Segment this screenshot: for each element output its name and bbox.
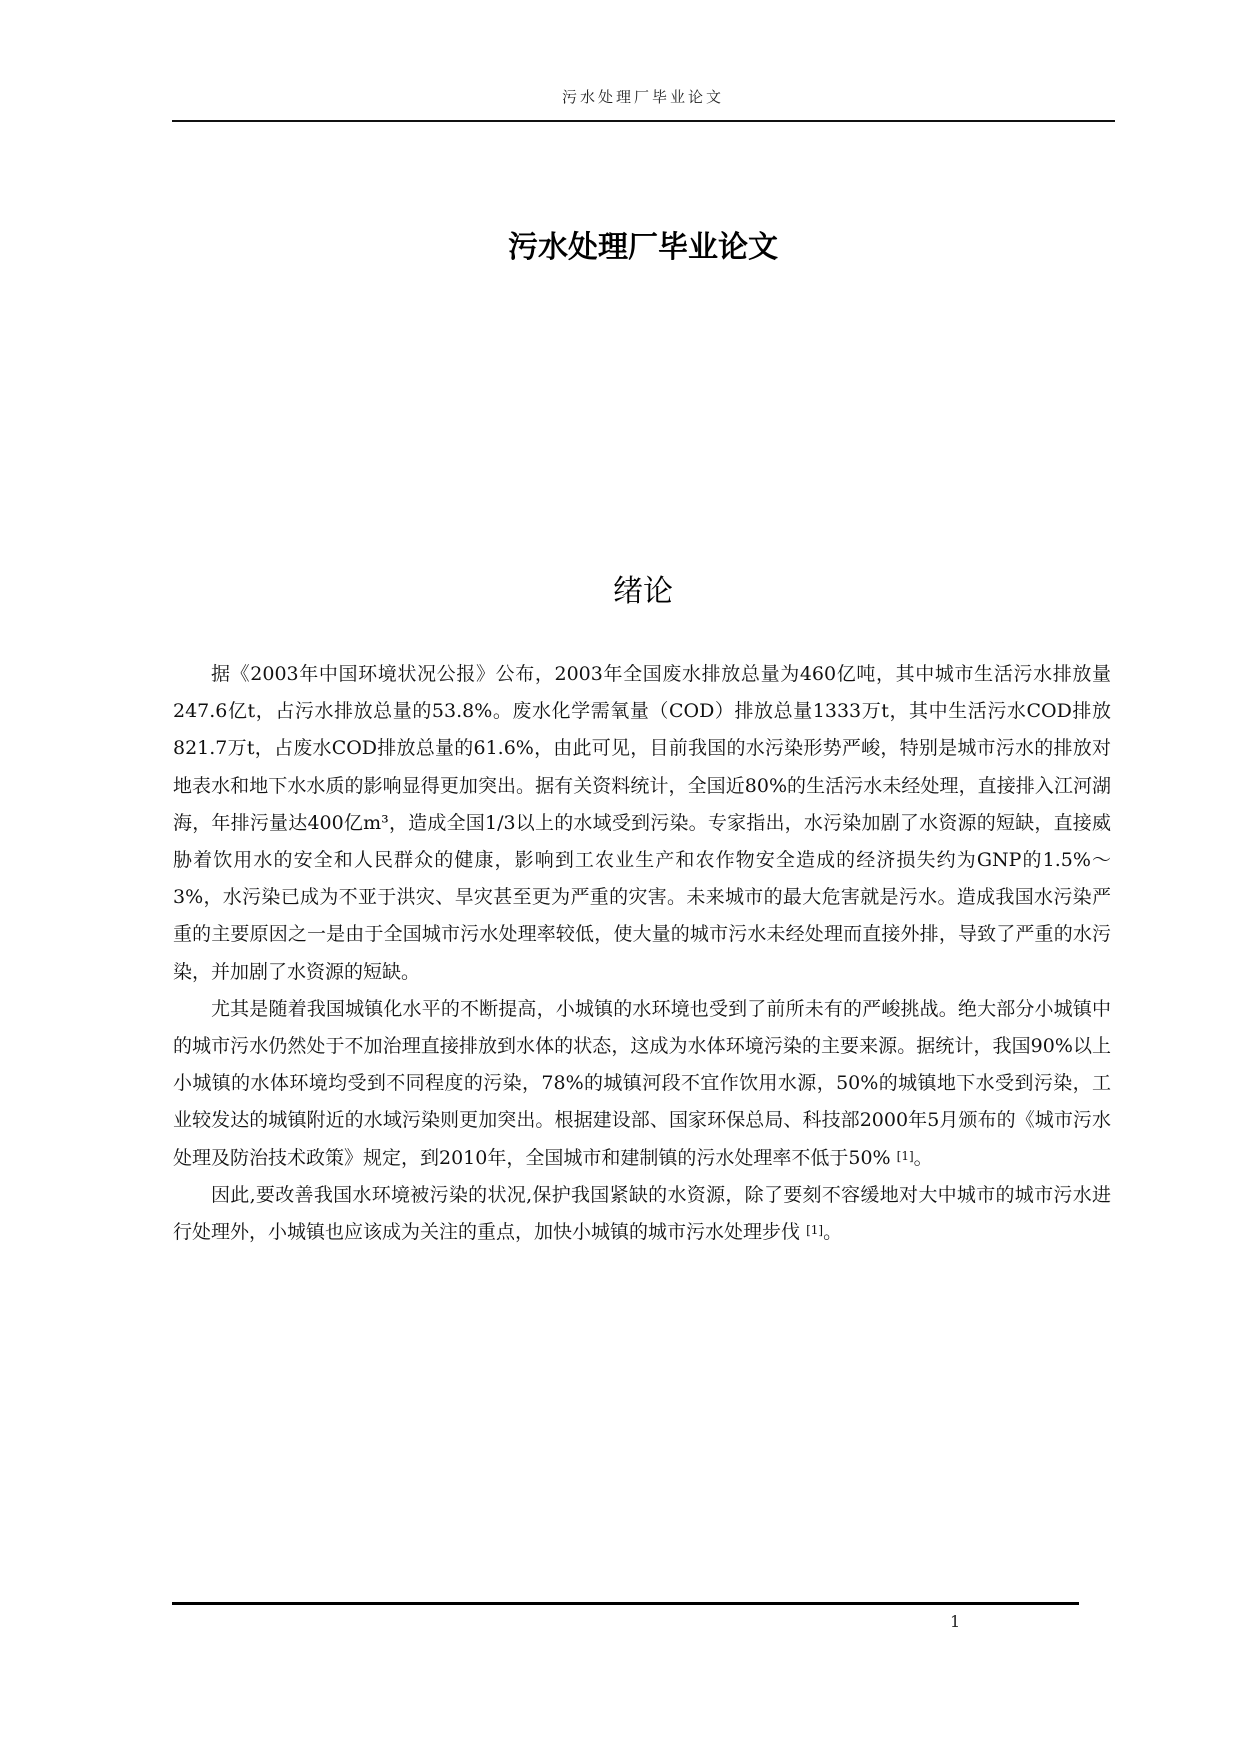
paragraph-3-tail: 。: [823, 1221, 843, 1244]
header-rule: [172, 120, 1115, 122]
citation-ref: [1]: [806, 1223, 824, 1238]
citation-ref: [1]: [896, 1148, 914, 1163]
body-text: [173, 656, 1111, 1251]
footer-rule: [172, 1602, 1079, 1605]
paragraph-1: [173, 656, 1111, 991]
document-title: 污水处理厂毕业论文: [508, 230, 778, 265]
paragraph-2-text: 尤其是随着我国城镇化水平的不断提高，小城镇的水环境也受到了前所未有的严峻挑战。绝大部分小城镇中的城市污水仍然处于不加治理直接排放到水体的状态，这成为水体环境污染的主要来源。据统计，我国90%以上小城镇的水体环境均受到不同程度的污染，78%的城镇河段不宜作饮用水源，50%的城镇地下水受到污染，工业较发达的城镇附近的水域污染则更加突出。根据建设部、国家环保总局、科技部2000年5月颁布的《城市污水处理及防治技术政策》规定，到2010年，全国城市和建制镇的污水处理率不低于50%: [173, 997, 1111, 1169]
section-title: 绪论: [613, 574, 673, 609]
running-header: 污水处理厂毕业论文: [561, 88, 724, 106]
paragraph-2: [173, 991, 1111, 1177]
paragraph-3-text: 因此,要改善我国水环境被污染的状况,保护我国紧缺的水资源，除了要刻不容缓地对大中城市的城市污水进行处理外，小城镇也应该成为关注的重点，加快小城镇的城市污水处理步伐: [173, 1183, 1111, 1244]
paragraph-1-text: 据《2003年中国环境状况公报》公布，2003年全国废水排放总量为460亿吨，其中城市生活污水排放量247.6亿t，占污水排放总量的53.8%。废水化学需氧量（COD）排放总量1333万t，其中生活污水COD排放821.7万t，占废水COD排放总量的61.6%，由此可见，目前我国的水污染形势严峻，特别是城市污水的排放对地表水和地下水水质的影响显得更加突出。据有关资料统计，全国近80%的生活污水未经处理，直接排入江河湖海，年排污量达400亿m³，造成全国1/3以上的水域受到污染。专家指出，水污染加剧了水资源的短缺，直接威胁着饮用水的安全和人民群众的健康，影响到工农业生产和农作物安全造成的经济损失约为GNP的1.5%～3%，水污染已成为不亚于洪灾、旱灾甚至更为严重的灾害。未来城市的最大危害就是污水。造成我国水污染严重的主要原因之一是由于全国城市污水处理率较低，使大量的城市污水未经处理而直接外排，导致了严重的水污染，并加剧了水资源的短缺。: [173, 663, 1111, 983]
paragraph-2-tail: 。: [913, 1146, 933, 1169]
page-number: 1: [950, 1612, 961, 1631]
paragraph-3: [173, 1177, 1111, 1251]
